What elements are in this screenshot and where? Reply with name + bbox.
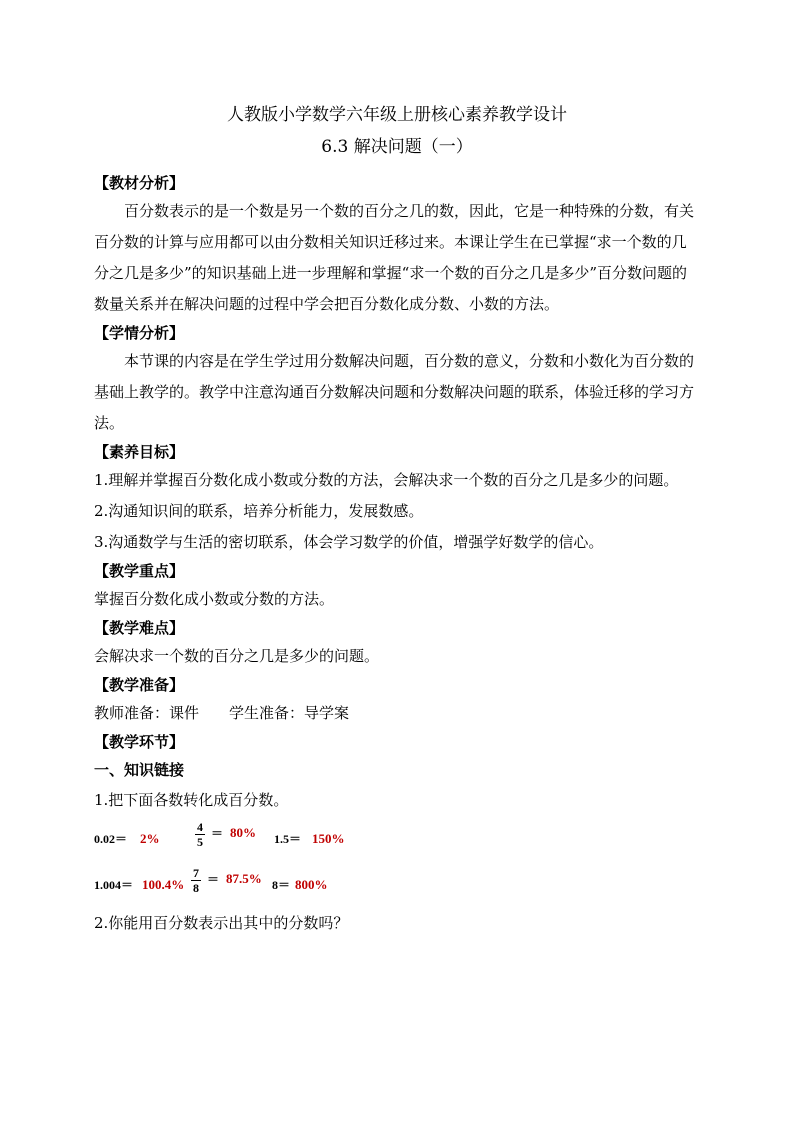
heading-teaching-process: 【教学环节】 (94, 733, 185, 751)
teaching-focus-text: 掌握百分数化成小数或分数的方法。 (94, 590, 335, 608)
equation-6-left: 8＝ (272, 878, 291, 892)
document-subtitle: 6.3 解决问题（一） (321, 137, 473, 157)
question-1: 1.把下面各数转化成百分数。 (94, 791, 289, 809)
goal-item-2: 2.沟通知识间的联系，培养分析能力，发展数感。 (94, 502, 424, 520)
heading-material-analysis: 【教材分析】 (94, 174, 185, 192)
equation-5-equals: ＝ (207, 872, 220, 887)
equation-1-left: 0.02＝ (94, 832, 128, 846)
equation-3-answer: 150% (312, 831, 345, 846)
heading-teaching-prep: 【教学准备】 (94, 676, 185, 694)
equation-row-2 (94, 862, 700, 908)
equation-1-expr (94, 830, 160, 847)
equation-4-answer: 100.4% (142, 877, 185, 892)
equation-3-left: 1.5＝ (274, 832, 302, 846)
heading-goals: 【素养目标】 (94, 443, 185, 461)
student-analysis-text: 本节课的内容是在学生学过用分数解决问题，百分数的意义，分数和小数化为百分数的基础上教学的。教学中注意沟通百分数解决问题和分数解决问题的联系，体验迁移的学习方法。 (94, 352, 695, 432)
heading-teaching-difficulty: 【教学难点】 (94, 619, 185, 637)
equation-5-answer: 87.5% (226, 871, 262, 887)
fraction-denominator: 5 (197, 835, 203, 849)
equation-4-left: 1.004＝ (94, 878, 134, 892)
document-title: 人教版小学数学六年级上册核心素养教学设计 (227, 105, 567, 125)
teaching-prep-text: 教师准备：课件 学生准备：导学案 (94, 704, 350, 722)
part1-heading: 一、知识链接 (94, 761, 185, 779)
question-2: 2.你能用百分数表示出其中的分数吗？ (94, 914, 349, 932)
fraction-denominator: 8 (193, 881, 199, 895)
equation-2-expr (192, 820, 256, 849)
heading-teaching-focus: 【教学重点】 (94, 562, 185, 580)
fraction-4-5 (195, 820, 205, 849)
equation-1-answer: 2% (140, 831, 160, 846)
material-analysis-text: 百分数表示的是一个数是另一个数的百分之几的数，因此，它是一种特殊的分数，有关百分数的计算与应用都可以由分数相关知识迁移过来。本课让学生在已掌握“求一个数的几分之几是多少”的知识基础上进一步理解和掌握“求一个数的百分之几是多少”百分数问题的数量关系并在解决问题的过程中学会把百分数化成分数、小数的方法。 (94, 202, 695, 313)
teaching-difficulty-text: 会解决求一个数的百分之几是多少的问题。 (94, 647, 380, 665)
equation-3-expr (274, 830, 345, 847)
equation-6-expr (272, 876, 328, 893)
fraction-numerator: 4 (197, 820, 203, 834)
goal-item-1: 1.理解并掌握百分数化成小数或分数的方法，会解决求一个数的百分之几是多少的问题。 (94, 471, 679, 489)
goal-item-3: 3.沟通数学与生活的密切联系，体会学习数学的价值，增强学好数学的信心。 (94, 533, 604, 551)
equation-row-1 (94, 816, 700, 862)
document-page (94, 96, 700, 939)
equation-4-expr (94, 876, 184, 893)
equation-5-expr (188, 866, 262, 895)
equation-2-equals: ＝ (211, 826, 224, 841)
fraction-7-8 (191, 866, 201, 895)
heading-student-analysis: 【学情分析】 (94, 324, 185, 342)
fraction-numerator: 7 (193, 866, 199, 880)
equation-6-answer: 800% (295, 877, 328, 892)
equation-2-answer: 80% (230, 825, 257, 841)
